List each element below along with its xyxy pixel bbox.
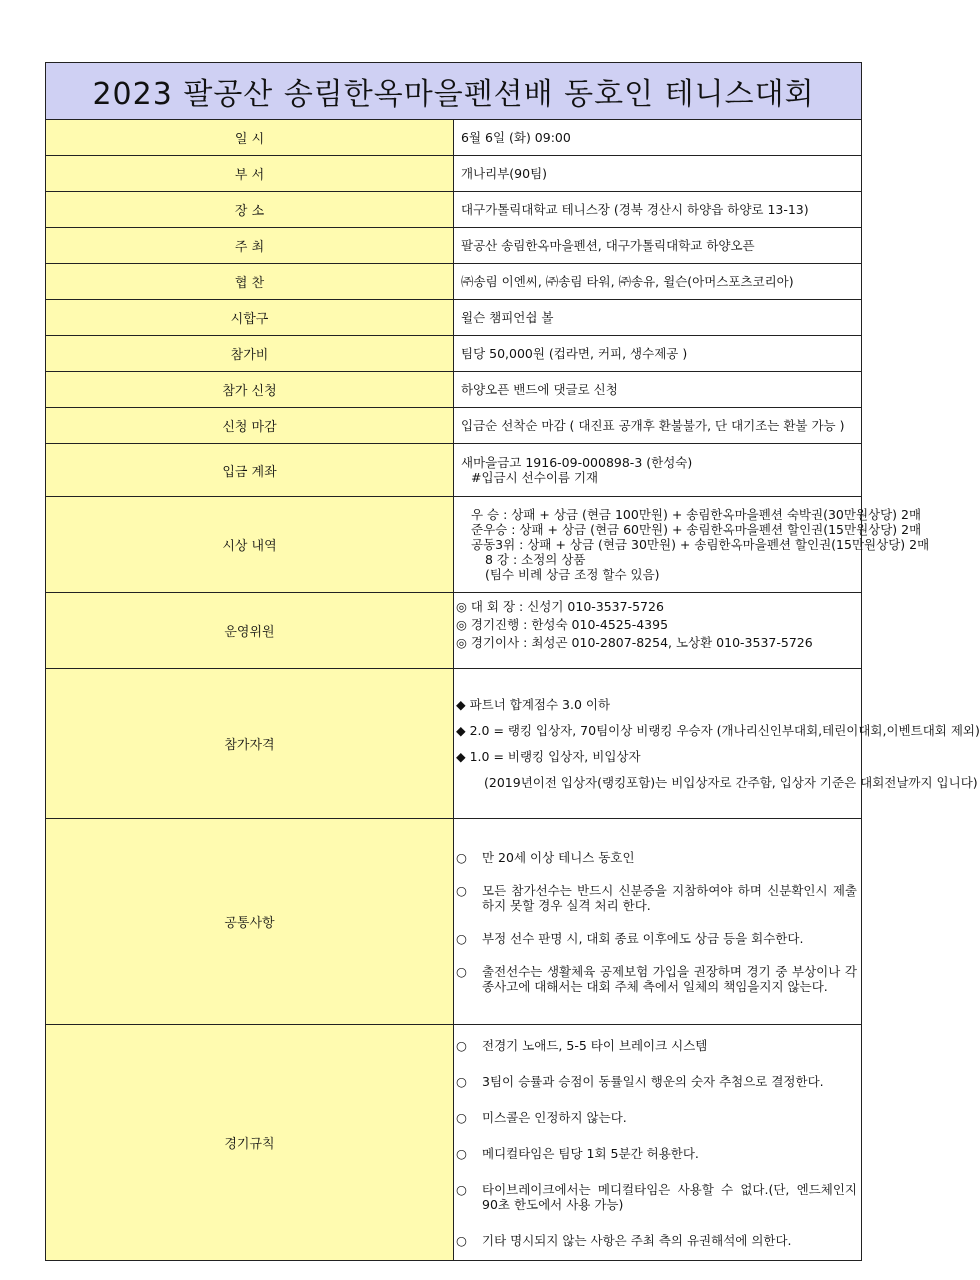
rule-item: [456, 1074, 861, 1089]
division-label: 부 서: [46, 156, 454, 192]
host-label: 주 최: [46, 228, 454, 264]
circle-bullet: ○: [456, 1109, 467, 1125]
tournament-info-table: [45, 62, 980, 1261]
circle-bullet: ○: [456, 963, 467, 979]
rule-item-text: 기타 명시되지 않는 사항은 주최 측의 유권해석에 의한다.: [482, 1232, 792, 1248]
common-item: [456, 931, 861, 946]
rule-item: [456, 1182, 861, 1212]
fee-label: 참가비: [46, 336, 454, 372]
committee-label: 운영위원: [46, 593, 454, 669]
account-label: 입금 계좌: [46, 444, 454, 497]
rule-item: [456, 1146, 861, 1161]
circle-bullet: ○: [456, 930, 467, 946]
rule-item: [456, 1233, 861, 1248]
circle-bullet: ○: [456, 1145, 467, 1161]
common-item-text: 모든 참가선수는 반드시 신분증을 지참하여야 하며 신분확인시 제출하지 못할 경우 실격 처리 한다.: [482, 882, 857, 913]
prize-third: 공동3위 : 상패 + 상금 (현금 30만원) + 송림한옥마을펜션 할인권(15만원상당) 2매: [471, 537, 930, 552]
common-item: [456, 964, 861, 994]
committee-chair: ◎ 대 회 장 : 신성기 010-3537-5726: [456, 599, 664, 614]
account-note: #입금시 선수이름 기재: [471, 470, 599, 485]
prizes-value: [454, 497, 930, 593]
division-value: 개나리부(90팀): [454, 156, 862, 192]
rule-item-text: 3팀이 승률과 승점이 동률일시 행운의 숫자 추첨으로 결정한다.: [482, 1073, 824, 1089]
rule-item: [456, 1038, 861, 1053]
prize-runner-up: 준우승 : 상패 + 상금 (현금 60만원) + 송림한옥마을펜션 할인권(15만원상당) 2매: [471, 522, 922, 537]
eligibility-item: ◆ 파트너 합계점수 3.0 이하: [456, 696, 611, 712]
common-label: 공통사항: [46, 819, 454, 1025]
eligibility-item: ◆ 1.0 = 비랭킹 입상자, 비입상자: [456, 748, 641, 764]
circle-bullet: ○: [456, 1073, 467, 1089]
venue-value: 대구가톨릭대학교 테니스장 (경북 경산시 하양읍 하양로 13-13): [454, 192, 862, 228]
rule-item-text: 메디컬타임은 팀당 1회 5분간 허용한다.: [482, 1145, 699, 1161]
common-item-text: 만 20세 이상 테니스 동호인: [482, 849, 635, 865]
sponsor-value: ㈜송림 이엔씨, ㈜송림 타워, ㈜송유, 윌슨(아머스포츠코리아): [454, 264, 862, 300]
eligibility-label: 참가자격: [46, 669, 454, 819]
eligibility-item: ◆ 2.0 = 랭킹 입상자, 70팀이상 비랭킹 우승자 (개나리신인부대회,테린이대회,이벤트대회 제외): [456, 722, 980, 738]
date-value: 6월 6일 (화) 09:00: [454, 120, 862, 156]
prize-winner: 우 승 : 상패 + 상금 (현금 100만원) + 송림한옥마을펜션 숙박권(30만원상당) 2매: [471, 507, 922, 522]
committee-operations: ◎ 경기진행 : 한성숙 010-4525-4395: [456, 617, 669, 632]
prizes-label: 시상 내역: [46, 497, 454, 593]
deadline-value: 입금순 선착순 마감 ( 대진표 공개후 환불불가, 단 대기조는 환불 가능 ): [454, 408, 862, 444]
circle-bullet: ○: [456, 882, 467, 898]
rule-item-text: 전경기 노애드, 5-5 타이 브레이크 시스템: [482, 1037, 708, 1053]
document-title: 2023 팔공산 송림한옥마을펜션배 동호인 테니스대회: [92, 77, 815, 112]
sponsor-label: 협 찬: [46, 264, 454, 300]
deadline-label: 신청 마감: [46, 408, 454, 444]
fee-value: 팀당 50,000원 (컵라면, 커피, 생수제공 ): [454, 336, 862, 372]
common-item-text: 부정 선수 판명 시, 대회 종료 이후에도 상금 등을 회수한다.: [482, 930, 804, 946]
prize-quarterfinal: 8 강 : 소정의 상품: [485, 552, 586, 567]
date-label: 일 시: [46, 120, 454, 156]
eligibility-note: (2019년이전 입상자(랭킹포함)는 비입상자로 간주함, 입상자 기준은 대회전날까지 입니다): [484, 774, 978, 790]
committee-value: [454, 593, 862, 669]
common-item: [456, 883, 861, 913]
host-value: 팔공산 송림한옥마을펜션, 대구가톨릭대학교 하양오픈: [454, 228, 862, 264]
rule-item-text: 타이브레이크에서는 메디컬타임은 사용할 수 없다.(단, 엔드체인지 90초 한도에서 사용 가능): [482, 1181, 857, 1212]
account-line: 새마을금고 1916-09-000898-3 (한성숙): [461, 455, 693, 470]
ball-value: 윌슨 챔피언쉽 볼: [454, 300, 862, 336]
common-value: [454, 819, 862, 1025]
circle-bullet: ○: [456, 1037, 467, 1053]
title-row: [46, 63, 862, 120]
eligibility-value: [454, 669, 980, 819]
circle-bullet: ○: [456, 1232, 467, 1248]
committee-director: ◎ 경기이사 : 최성곤 010-2807-8254, 노상환 010-3537-5726: [456, 635, 813, 650]
rule-item: [456, 1110, 861, 1125]
venue-label: 장 소: [46, 192, 454, 228]
common-item-text: 출전선수는 생활체육 공제보험 가입을 권장하며 경기 중 부상이나 각종사고에 대해서는 대회 주체 측에서 일체의 책임을지지 않는다.: [482, 963, 857, 994]
rule-item-text: 미스콜은 인정하지 않는다.: [482, 1109, 627, 1125]
ball-label: 시합구: [46, 300, 454, 336]
prize-note: (팀수 비례 상금 조정 할수 있음): [485, 567, 660, 582]
rules-value: [454, 1025, 862, 1261]
circle-bullet: ○: [456, 1181, 467, 1197]
circle-bullet: ○: [456, 849, 467, 865]
rules-label: 경기규칙: [46, 1025, 454, 1261]
account-value: [454, 444, 862, 497]
application-value: 하양오픈 밴드에 댓글로 신청: [454, 372, 862, 408]
common-item: [456, 850, 861, 865]
application-label: 참가 신청: [46, 372, 454, 408]
